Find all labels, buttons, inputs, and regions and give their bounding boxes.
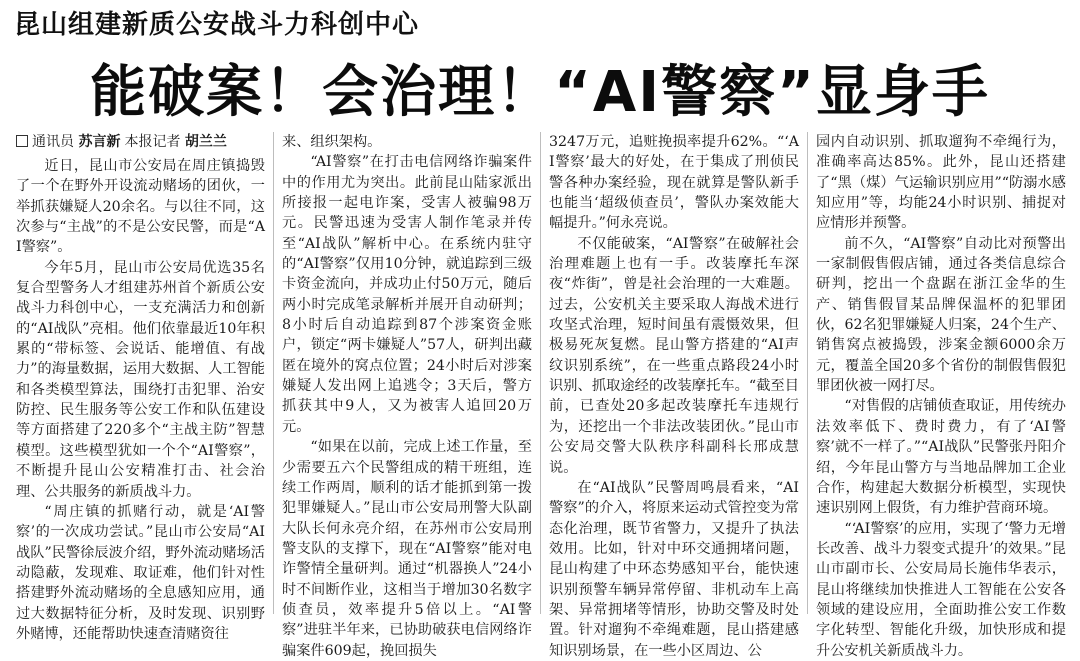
paragraph: 近日，昆山市公安局在周庄镇捣毁了一个在野外开设流动赌场的团伙，一举抓获嫌疑人20余名。与以往不同，这次参与“主战”的不是公安民警，而是“AI警察”。 [16,158,265,256]
byline-role-2: 本报记者 [124,134,181,150]
paragraph: “‘AI警察’的应用，实现了‘警力无增长改善、战斗力裂变式提升’的效果。”昆山市副市长、公安局局长施伟华表示，昆山将继续加快推进人工智能在公安各领域的建设应用，全面助推公安工作数字化转型、智能化升级，加快形成和提升公安机关新质战斗力。 [816,520,1066,659]
paragraph: 在“AI战队”民警周鸣晨看来，“AI警察”的介入，将原来运动式管控变为常态化治理，既节省警力，又提升了执法效用。比如，针对中环交通拥堵问题，昆山构建了中环态势感知平台，能快速识别预警车辆异常停留、非机动车上高架、异常拥堵等情形，协助交警及时处置。针对遛狗不牵绳难题，昆山搭建感知识别场景，在一些小区周边、公 [549,479,799,659]
column-1 [8,132,274,642]
paragraph: 来、组织架构。 [282,134,382,150]
byline-name-2: 胡兰兰 [184,134,227,150]
paragraph: 不仅能破案，“AI警察”在破解社会治理难题上也有一手。改装摩托车深夜“炸街”，曾是社会治理的一大难题。过去，公安机关主要采取人海战术进行攻坚式治理，短时间虽有震慑效果，但极易死灰复燃。昆山警方搭建的“AI声纹识别系统”，在一些重点路段24小时识别、抓取途经的改装摩托车。“截至目前，已查处20多起改装摩托车违规行为，还挖出一个非法改装团伙。”昆山市公安局交警大队秩序科副科长邢成慧说。 [549,235,799,476]
article-headline: 能破案！会治理！“AI警察”显身手 [90,60,990,125]
article-body [8,132,1074,659]
article-kicker: 昆山组建新质公安战斗力科创中心 [14,10,420,40]
paragraph: 今年5月，昆山市公安局优选35名复合型警务人才组建苏州首个新质公安战斗力科创中心，一支充满活力和创新的“AI战队”亮相。他们依靠最近10年积累的“带标签、会说话、能增值、有战力”的海量数据，运用大数据、人工智能和各类模型算法，围绕打击犯罪、治安防控、民生服务等公安工作和队伍建设等方面搭建了220多个“主战主防”智慧模型。这些模型犹如一个个“AI警察”，不断提升昆山公安精准打击、社会治理、公共服务的新质战斗力。 [16,259,265,500]
byline [16,132,265,152]
column-2 [274,132,541,659]
paragraph: 前不久，“AI警察”自动比对预警出一家制假售假店铺，通过各类信息综合研判，挖出一个盘踞在浙江金华的生产、销售假冒某品牌保温杯的犯罪团伙，62名犯罪嫌疑人归案，24个生产、销售窝点被捣毁，涉案金额6000余万元，覆盖全国20多个省份的制假售假犯罪团伙被一网打尽。 [816,235,1066,395]
paragraph: “如果在以前，完成上述工作量，至少需要五六个民警组成的精干班组，连续工作两周，顺利的话才能抓到第一拨犯罪嫌疑人。”昆山市公安局刑警大队副大队长何永亮介绍，在苏州市公安局刑警支队的支撑下，现在“AI警察”能对电诈警情全量研判。通过“机器换人”24小时不间断作业，这相当于增加30名数字侦查员，效率提升5倍以上。“AI警察”进驻半年来，已协助破获电信网络诈骗案件609起，挽回损失 [282,439,532,659]
paragraph: 园内自动识别、抓取遛狗不牵绳行为，准确率高达85%。此外，昆山还搭建了“黑（煤）气运输识别应用”“防溺水感知应用”等，均能24小时识别、捕捉对应情形并预警。 [816,134,1066,232]
square-icon [16,135,28,147]
byline-name-1: 苏言新 [78,134,121,150]
paragraph: “周庄镇的抓赌行动，就是‘AI警察’的一次成功尝试。”昆山市公安局“AI战队”民警徐辰波介绍，野外流动赌场活动隐蔽，发现难、取证难，他们针对性搭建野外流动赌场的全息感知应用，通过大数据特征分析，及时发现、识别野外赌博，还能帮助快速查清赌资往 [16,503,265,642]
column-3 [541,132,808,659]
byline-role-1: 通讯员 [32,134,74,150]
column-4 [808,132,1074,659]
paragraph: “对售假的店铺侦查取证，用传统办法效率低下、费时费力，有了‘AI警察’就不一样了。”“AI战队”民警张丹阳介绍，今年昆山警方与当地品牌加工企业合作，构建起大数据分析模型，实现快速识别网上假货，有力维护营商环境。 [816,398,1066,517]
paragraph: “AI警察”在打击电信网络诈骗案件中的作用尤为突出。此前昆山陆家派出所接报一起电诈案，受害人被骗98万元。民警迅速为受害人制作笔录并传至“AI战队”解析中心。在系统内驻守的“AI警察”仅用10分钟，就追踪到三级卡资金流向，并成功止付50万元，随后两小时完成笔录解析并展开自动研判；8小时后自动追踪到87个涉案资金账户，锁定“两卡嫌疑人”57人，研判出藏匿在境外的窝点位置；24小时后对涉案嫌疑人发出网上追逃令；3天后，警方抓获其中9人，又为被害人追回20万元。 [282,154,532,435]
paragraph: 3247万元，追赃挽损率提升62%。“‘AI警察’最大的好处，在于集成了刑侦民警各种办案经验，现在就算是警队新手也能当‘超级侦查员’，警队办案效能大幅提升。”何永亮说。 [549,134,799,232]
